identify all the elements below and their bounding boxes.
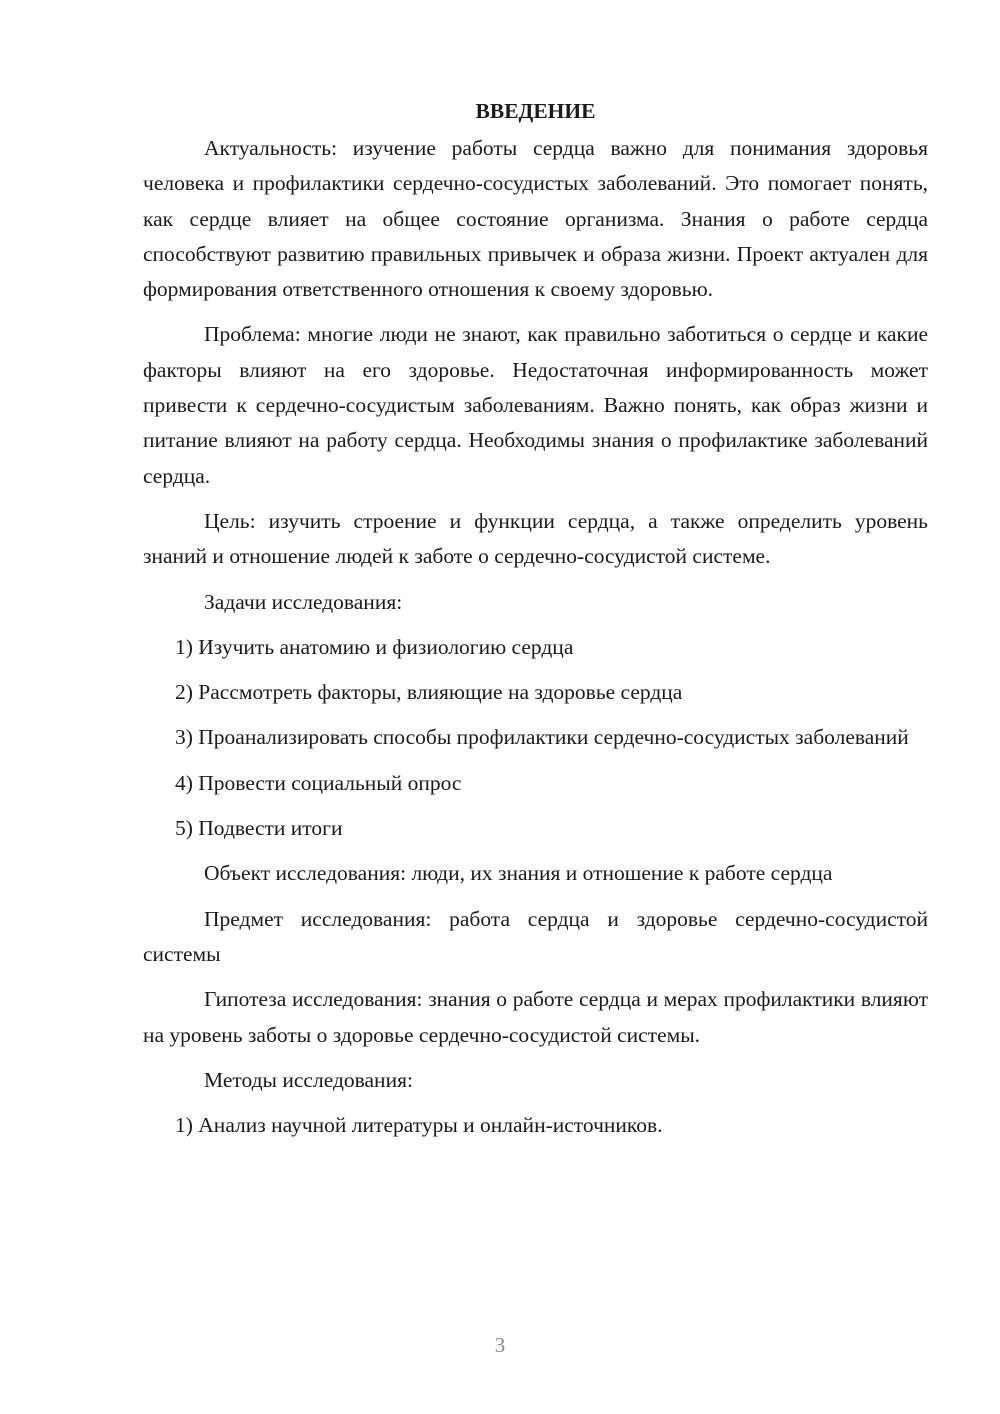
method-item-1: 1) Анализ научной литературы и онлайн-источников. <box>175 1113 663 1138</box>
paragraph-problem: Проблема: многие люди не знают, как правильно заботиться о сердце и какие факторы влияют на его здоровье. Недостаточная информированность может привести к сердечно-сосудистым заболеваниям. Важно понять, как образ жизни и питание влияют на работу сердца. Необходимы знания о профилактике заболеваний сердца. <box>143 322 928 488</box>
paragraph-subject: Предмет исследования: работа сердца и здоровье сердечно-сосудистой системы <box>143 906 928 966</box>
task-item-2: 2) Рассмотреть факторы, влияющие на здоровье сердца <box>175 680 683 705</box>
document-page <box>143 93 928 1153</box>
task-item-4: 4) Провести социальный опрос <box>175 770 462 795</box>
paragraph-relevance: Актуальность: изучение работы сердца важно для понимания здоровья человека и профилактики сердечно-сосудистых заболеваний. Это помогает понять, как сердце влияет на общее состояние организма. Знания о работе сердца способствуют развитию правильных привычек и образа жизни. Проект актуален для формирования ответственного отношения к своему здоровью. <box>143 136 928 302</box>
paragraph-goal: Цель: изучить строение и функции сердца, а также определить уровень знаний и отношение людей к заботе о сердечно-сосудистой системе. <box>143 508 928 569</box>
paragraph-object: Объект исследования: люди, их знания и отношение к работе сердца <box>204 861 833 886</box>
paragraph-hypothesis: Гипотеза исследования: знания о работе сердца и мерах профилактики влияют на уровень заботы о здоровье сердечно-сосудистой системы. <box>143 987 928 1047</box>
task-item-1: 1) Изучить анатомию и физиологию сердца <box>175 634 574 659</box>
document-title: ВВЕДЕНИЕ <box>475 99 596 123</box>
page-number: 3 <box>494 1333 506 1357</box>
paragraph-tasks-heading: Задачи исследования: <box>204 589 403 614</box>
paragraph-methods-heading: Методы исследования: <box>204 1067 413 1092</box>
task-item-5: 5) Подвести итоги <box>175 816 343 841</box>
task-item-3: 3) Проанализировать способы профилактики сердечно-сосудистых заболеваний <box>175 725 909 750</box>
